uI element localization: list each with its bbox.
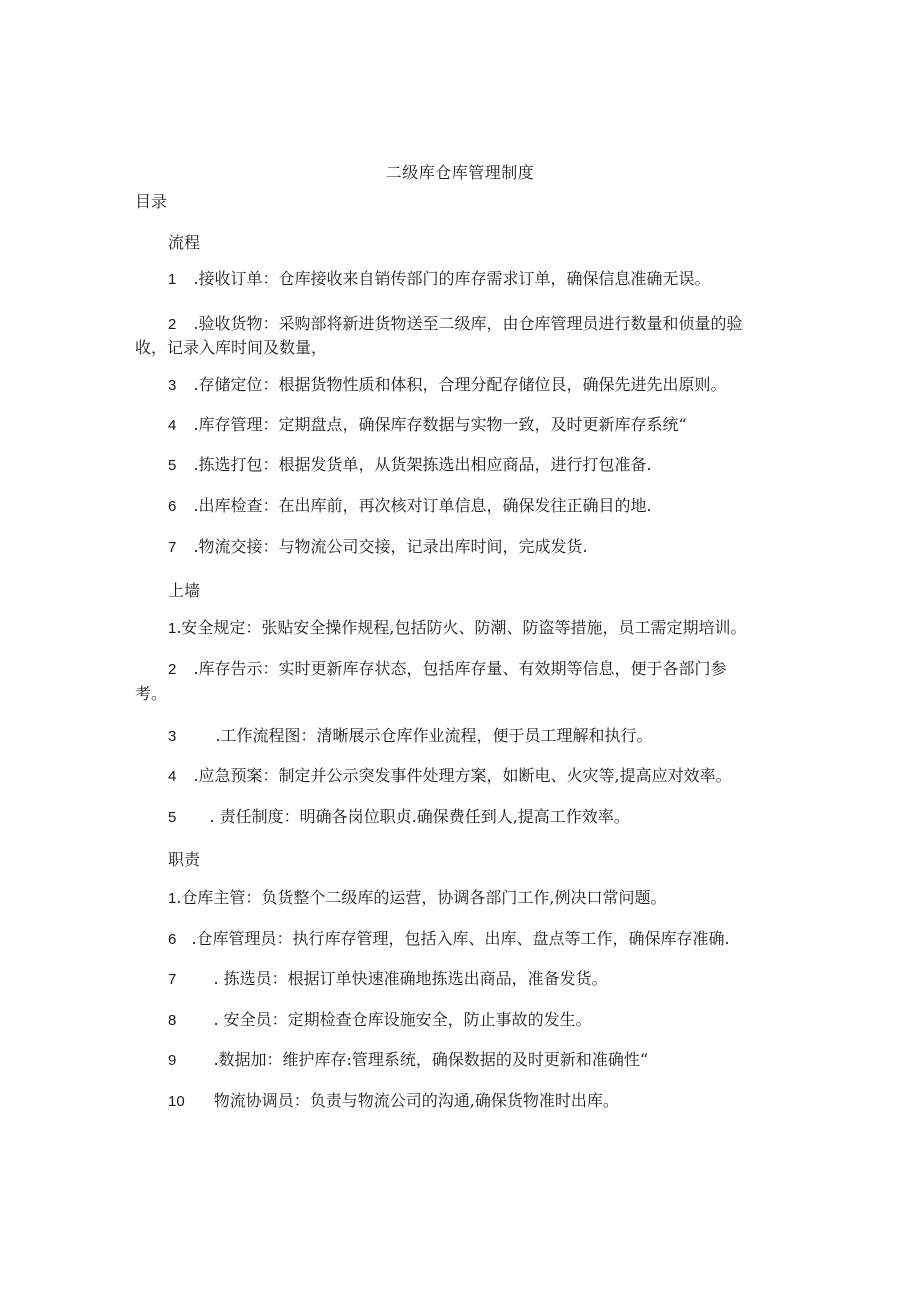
item-text: . 责任制度：明确各岗位职贞.确保费任到人,提高工作效率。 bbox=[209, 807, 630, 826]
item-text: . 安全员：定期检查仓库设施安全，防止事故的发生。 bbox=[213, 1010, 592, 1029]
item-text: 物流协调员：负责与物流公司的沟通,确保货物准时出库。 bbox=[213, 1091, 619, 1110]
item-number: 4 bbox=[168, 417, 177, 434]
duty-item-9 bbox=[168, 1047, 648, 1074]
item-number: 4 bbox=[168, 768, 177, 785]
item-number: 5 bbox=[168, 457, 177, 474]
item-text: .接收订单：仓库接收来自销传部门的库存需求订单，确保信息准确无误。 bbox=[193, 269, 711, 288]
process-item-1 bbox=[168, 266, 711, 293]
wall-item-5 bbox=[168, 804, 630, 831]
item-text: .出库检查：在出库前，再次核对订单信息，确保发往正确目的地. bbox=[193, 496, 652, 515]
item-number: 1 bbox=[168, 620, 177, 637]
process-item-2 bbox=[168, 311, 743, 338]
item-number: 7 bbox=[168, 971, 177, 988]
item-number: 1 bbox=[168, 890, 177, 907]
process-item-4 bbox=[168, 412, 687, 439]
duty-item-7 bbox=[168, 966, 608, 993]
item-number: 6 bbox=[168, 931, 177, 948]
section-heading-process: 流程 bbox=[168, 233, 201, 252]
process-item-2-continuation: 收，记录入库时间及数量， bbox=[135, 338, 328, 357]
duty-item-8 bbox=[168, 1007, 592, 1034]
item-text: .物流交接：与物流公司交接，记录出库时间，完成发货. bbox=[193, 537, 588, 556]
item-number: 3 bbox=[168, 728, 177, 745]
process-item-7 bbox=[168, 534, 588, 561]
item-text: .验收货物：采购部将新进货物送至二级库，由仓库管理员进行数量和侦量的验 bbox=[193, 314, 743, 333]
item-text: .库存管理：定期盘点，确保库存数据与实物一致，及时更新库存系统“ bbox=[193, 415, 687, 434]
item-text: .仓库管理员：执行库存管理，包括入库、出库、盘点等工作，确保库存准确. bbox=[191, 929, 730, 948]
process-item-5 bbox=[168, 452, 652, 479]
process-item-3 bbox=[168, 372, 727, 399]
item-text: .数据加：维护库存:管理系统，确保数据的及时更新和准确性“ bbox=[213, 1050, 649, 1069]
item-text: .工作流程图：清晰展示仓库作业流程，便于员工理解和执行。 bbox=[215, 726, 653, 745]
wall-item-4 bbox=[168, 763, 732, 790]
wall-item-2 bbox=[168, 656, 727, 683]
item-number: 2 bbox=[168, 661, 177, 678]
duty-item-6 bbox=[168, 926, 730, 953]
item-text: . 拣选员：根据订单快速准确地拣选出商品，准备发货。 bbox=[213, 969, 608, 988]
document-title: 二级库仓库管理制度 bbox=[385, 163, 535, 182]
duty-item-1 bbox=[168, 885, 667, 912]
item-number: 9 bbox=[168, 1052, 177, 1069]
duty-item-10 bbox=[168, 1088, 619, 1115]
item-text: .库存告示：实时更新库存状态，包括库存量、有效期等信息，便于各部门参 bbox=[193, 659, 727, 678]
item-number: 1 bbox=[168, 271, 177, 288]
section-heading-duties: 职责 bbox=[168, 850, 201, 869]
item-number: 8 bbox=[168, 1012, 177, 1029]
item-text: .应急预案：制定并公示突发事件处理方案，如断电、火灾等,提高应对效率。 bbox=[193, 766, 732, 785]
wall-item-3 bbox=[168, 723, 653, 750]
item-text: .拣选打包：根据发货单，从货架拣选出相应商品，进行打包准备. bbox=[193, 455, 652, 474]
item-number: 2 bbox=[168, 316, 177, 333]
wall-item-1 bbox=[168, 615, 747, 642]
item-number: 10 bbox=[168, 1093, 185, 1110]
item-number: 7 bbox=[168, 539, 177, 556]
item-number: 3 bbox=[168, 377, 177, 394]
section-heading-wall: 上墙 bbox=[168, 581, 201, 600]
item-number: 6 bbox=[168, 498, 177, 515]
item-text: .安全规定：张贴安全操作规程,包括防火、防潮、防盗等措施，员工需定期培训。 bbox=[176, 618, 747, 637]
wall-item-2-continuation: 考。 bbox=[135, 684, 168, 703]
item-number: 5 bbox=[168, 809, 177, 826]
item-text: .存储定位：根据货物性质和体积，合理分配存储位艮，确保先进先出原则。 bbox=[193, 375, 727, 394]
toc-label: 目录 bbox=[135, 192, 168, 211]
process-item-6 bbox=[168, 493, 652, 520]
item-text: .仓库主管：负货整个二级库的运营，协调各部门工作,例决口常问题。 bbox=[176, 888, 667, 907]
